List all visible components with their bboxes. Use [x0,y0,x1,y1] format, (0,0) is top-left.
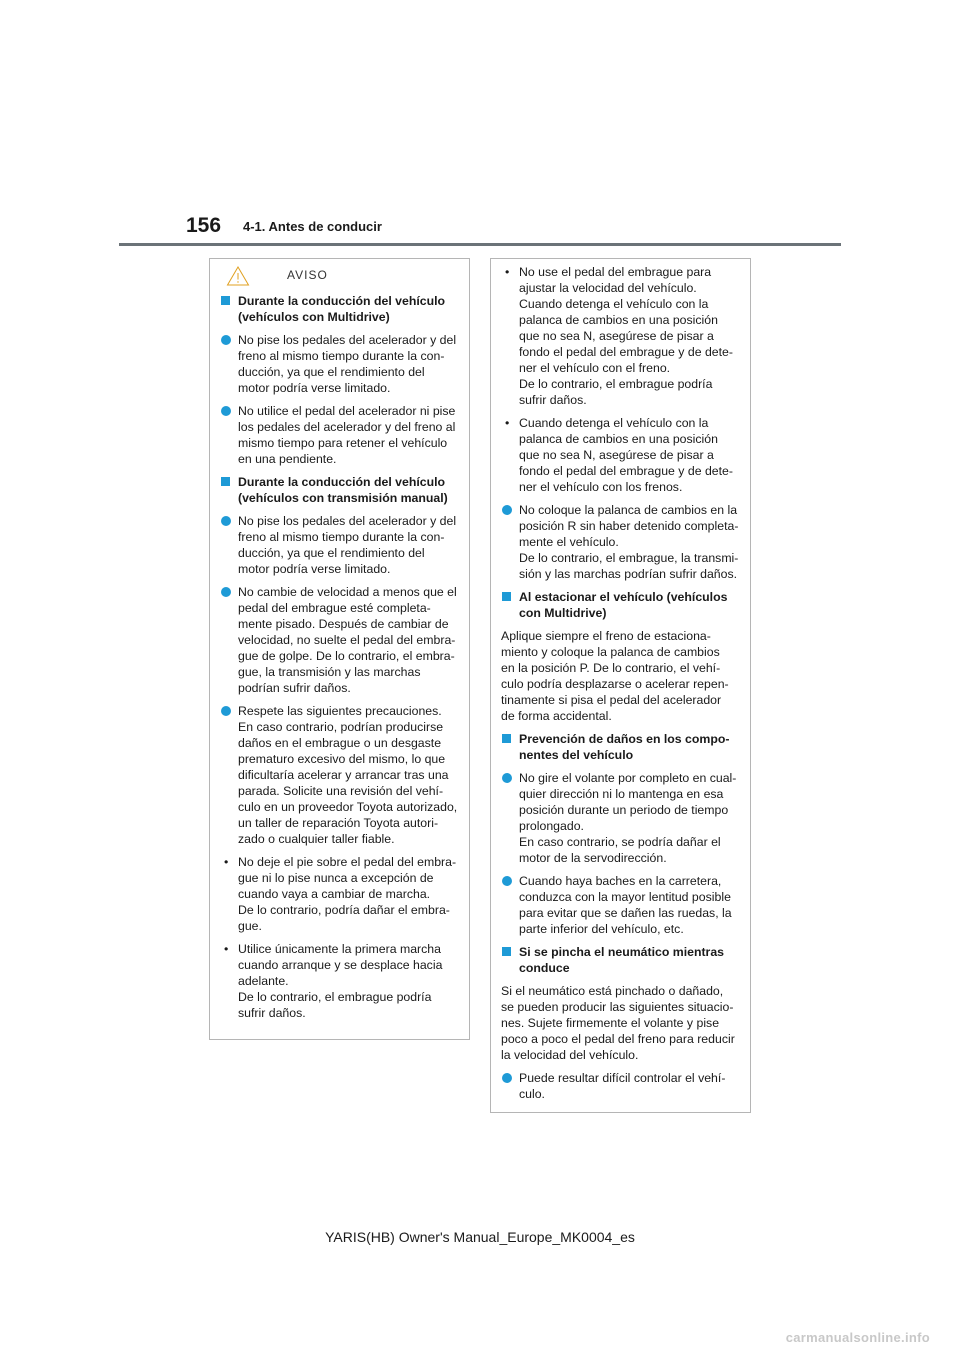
square-marker-icon [501,589,519,605]
subheading [220,474,459,506]
bullet-item [220,941,459,1021]
header-rule [119,243,841,246]
item-text: Al estacionar el vehículo (vehículos con Multidrive) [519,590,728,620]
item-text: Durante la conducción del vehículo (vehículos con transmisión manual) [238,475,448,505]
circle-marker-icon [220,584,238,600]
dot-item [501,1070,740,1102]
subheading [501,589,740,621]
bullet-marker-icon: • [505,265,510,279]
warning-triangle-icon [226,265,250,287]
section-title: 4-1. Antes de conducir [243,219,382,234]
square-marker-icon [501,944,519,960]
dot-item [220,513,459,577]
item-text: Prevención de daños en los compo- nentes del vehículo [519,732,730,762]
warning-box-right [490,258,751,1113]
warning-label: AVISO [287,268,328,282]
subheading [501,731,740,763]
item-text: Durante la conducción del vehículo (vehículos con Multidrive) [238,294,446,324]
watermark: carmanualsonline.info [785,1330,930,1345]
dot-item [220,584,459,696]
bullet-item [220,854,459,934]
paragraph: Aplique siempre el freno de estaciona- miento y coloque la palanca de cambios en la posición P. De lo contrario, el vehí- culo podría desplazarse o acelerar repen- tinamente si pisa el pedal del acelerador de forma accidental. [501,629,729,723]
paragraph: Si el neumático está pinchado o dañado, se pueden producir las siguientes situacio- nes. Sujete firmemente el volante y pise poco a poco el pedal del freno para reducir la velocidad del vehículo. [501,984,735,1062]
item-text: No pise los pedales del acelerador y del freno al mismo tiempo durante la con- ducción, ya que el rendimiento del motor podría verse limitado. [238,333,457,395]
item-text: No cambie de velocidad a menos que el pedal del embrague esté completa- mente pisado. Después de cambiar de velocidad, no suelte el pedal del embra- gue de golpe. De lo contrario, el embra- gue, la transmisión y las marchas podrían sufrir daños. [238,585,457,695]
item-text: No pise los pedales del acelerador y del freno al mismo tiempo durante la con- ducción, ya que el rendimiento del motor podría verse limitado. [238,514,457,576]
item-text: No coloque la palanca de cambios en la posición R sin haber detenido completa- mente el vehículo. De lo contrario, el embrague, la transmi- sión y las marchas podrían sufrir daños. [519,503,739,581]
item-text: Puede resultar difícil controlar el vehí- culo. [519,1071,726,1101]
bullet-item [501,264,740,408]
circle-marker-icon [501,770,519,786]
bullet-marker-icon: • [224,942,229,956]
item-text: Cuando detenga el vehículo con la palanca de cambios en una posición que no sea N, asegúrese de pisar a fondo el pedal del embrague y de dete- ner el vehículo con los frenos. [519,416,733,494]
item-text: Respete las siguientes precauciones. En caso contrario, podrían producirse daños en el embrague o un desgaste prematuro excesivo del mismo, lo que dificultaría acelerar y arrancar tras una parada. Solicite una revisión del vehí- culo en un proveedor Toyota autorizado, un taller de reparación Toyota autori- zado o cualquier taller fiable. [238,704,458,846]
item-text: Utilice únicamente la primera marcha cuando arranque y se desplace hacia adelante. De lo contrario, el embrague podría sufrir daños. [238,942,443,1020]
subheading [220,293,459,325]
bullet-item [501,415,740,495]
bullet-marker-icon: • [505,416,510,430]
dot-item [501,502,740,582]
item-text: No use el pedal del embrague para ajustar la velocidad del vehículo. Cuando detenga el vehículo con la palanca de cambios en una posición que no sea N, asegúrese de pisar a fondo el pedal del embrague y de dete- ner el vehículo con el freno. De lo contrario, el embrague podría sufrir daños. [519,265,733,407]
footer-manual-title: YARIS(HB) Owner's Manual_Europe_MK0004_es [325,1229,635,1245]
item-text: Si se pincha el neumático mientras conduce [519,945,725,975]
item-text: No deje el pie sobre el pedal del embra- gue ni lo pise nunca a excepción de cuando vaya a cambiar de marcha. De lo contrario, podría dañar el embra- gue. [238,855,457,933]
square-marker-icon [220,293,238,309]
page-number: 156 [186,214,222,237]
circle-marker-icon [501,873,519,889]
bullet-marker-icon: • [224,855,229,869]
warning-box-left [209,258,470,1040]
warning-header [210,265,469,289]
circle-marker-icon [220,703,238,719]
circle-marker-icon [220,513,238,529]
dot-item [220,403,459,467]
dot-item [501,770,740,866]
circle-marker-icon [501,1070,519,1086]
dot-item [220,703,459,847]
square-marker-icon [220,474,238,490]
circle-marker-icon [501,502,519,518]
dot-item [501,873,740,937]
right-column [501,264,740,1102]
circle-marker-icon [220,332,238,348]
item-text: No gire el volante por completo en cual- quier dirección ni lo mantenga en esa posición durante un periodo de tiempo prolongado. En caso contrario, se podría dañar el motor de la servodirección. [519,771,737,865]
item-text: Cuando haya baches en la carretera, conduzca con la mayor lentitud posible para evitar que se dañen las ruedas, la parte inferior del vehículo, etc. [519,874,732,936]
dot-item [220,332,459,396]
circle-marker-icon [220,403,238,419]
square-marker-icon [501,731,519,747]
subheading [501,944,740,976]
left-column [220,293,459,1021]
item-text: No utilice el pedal del acelerador ni pise los pedales del acelerador y del freno al mismo tiempo para retener el vehículo en una pendiente. [238,404,456,466]
